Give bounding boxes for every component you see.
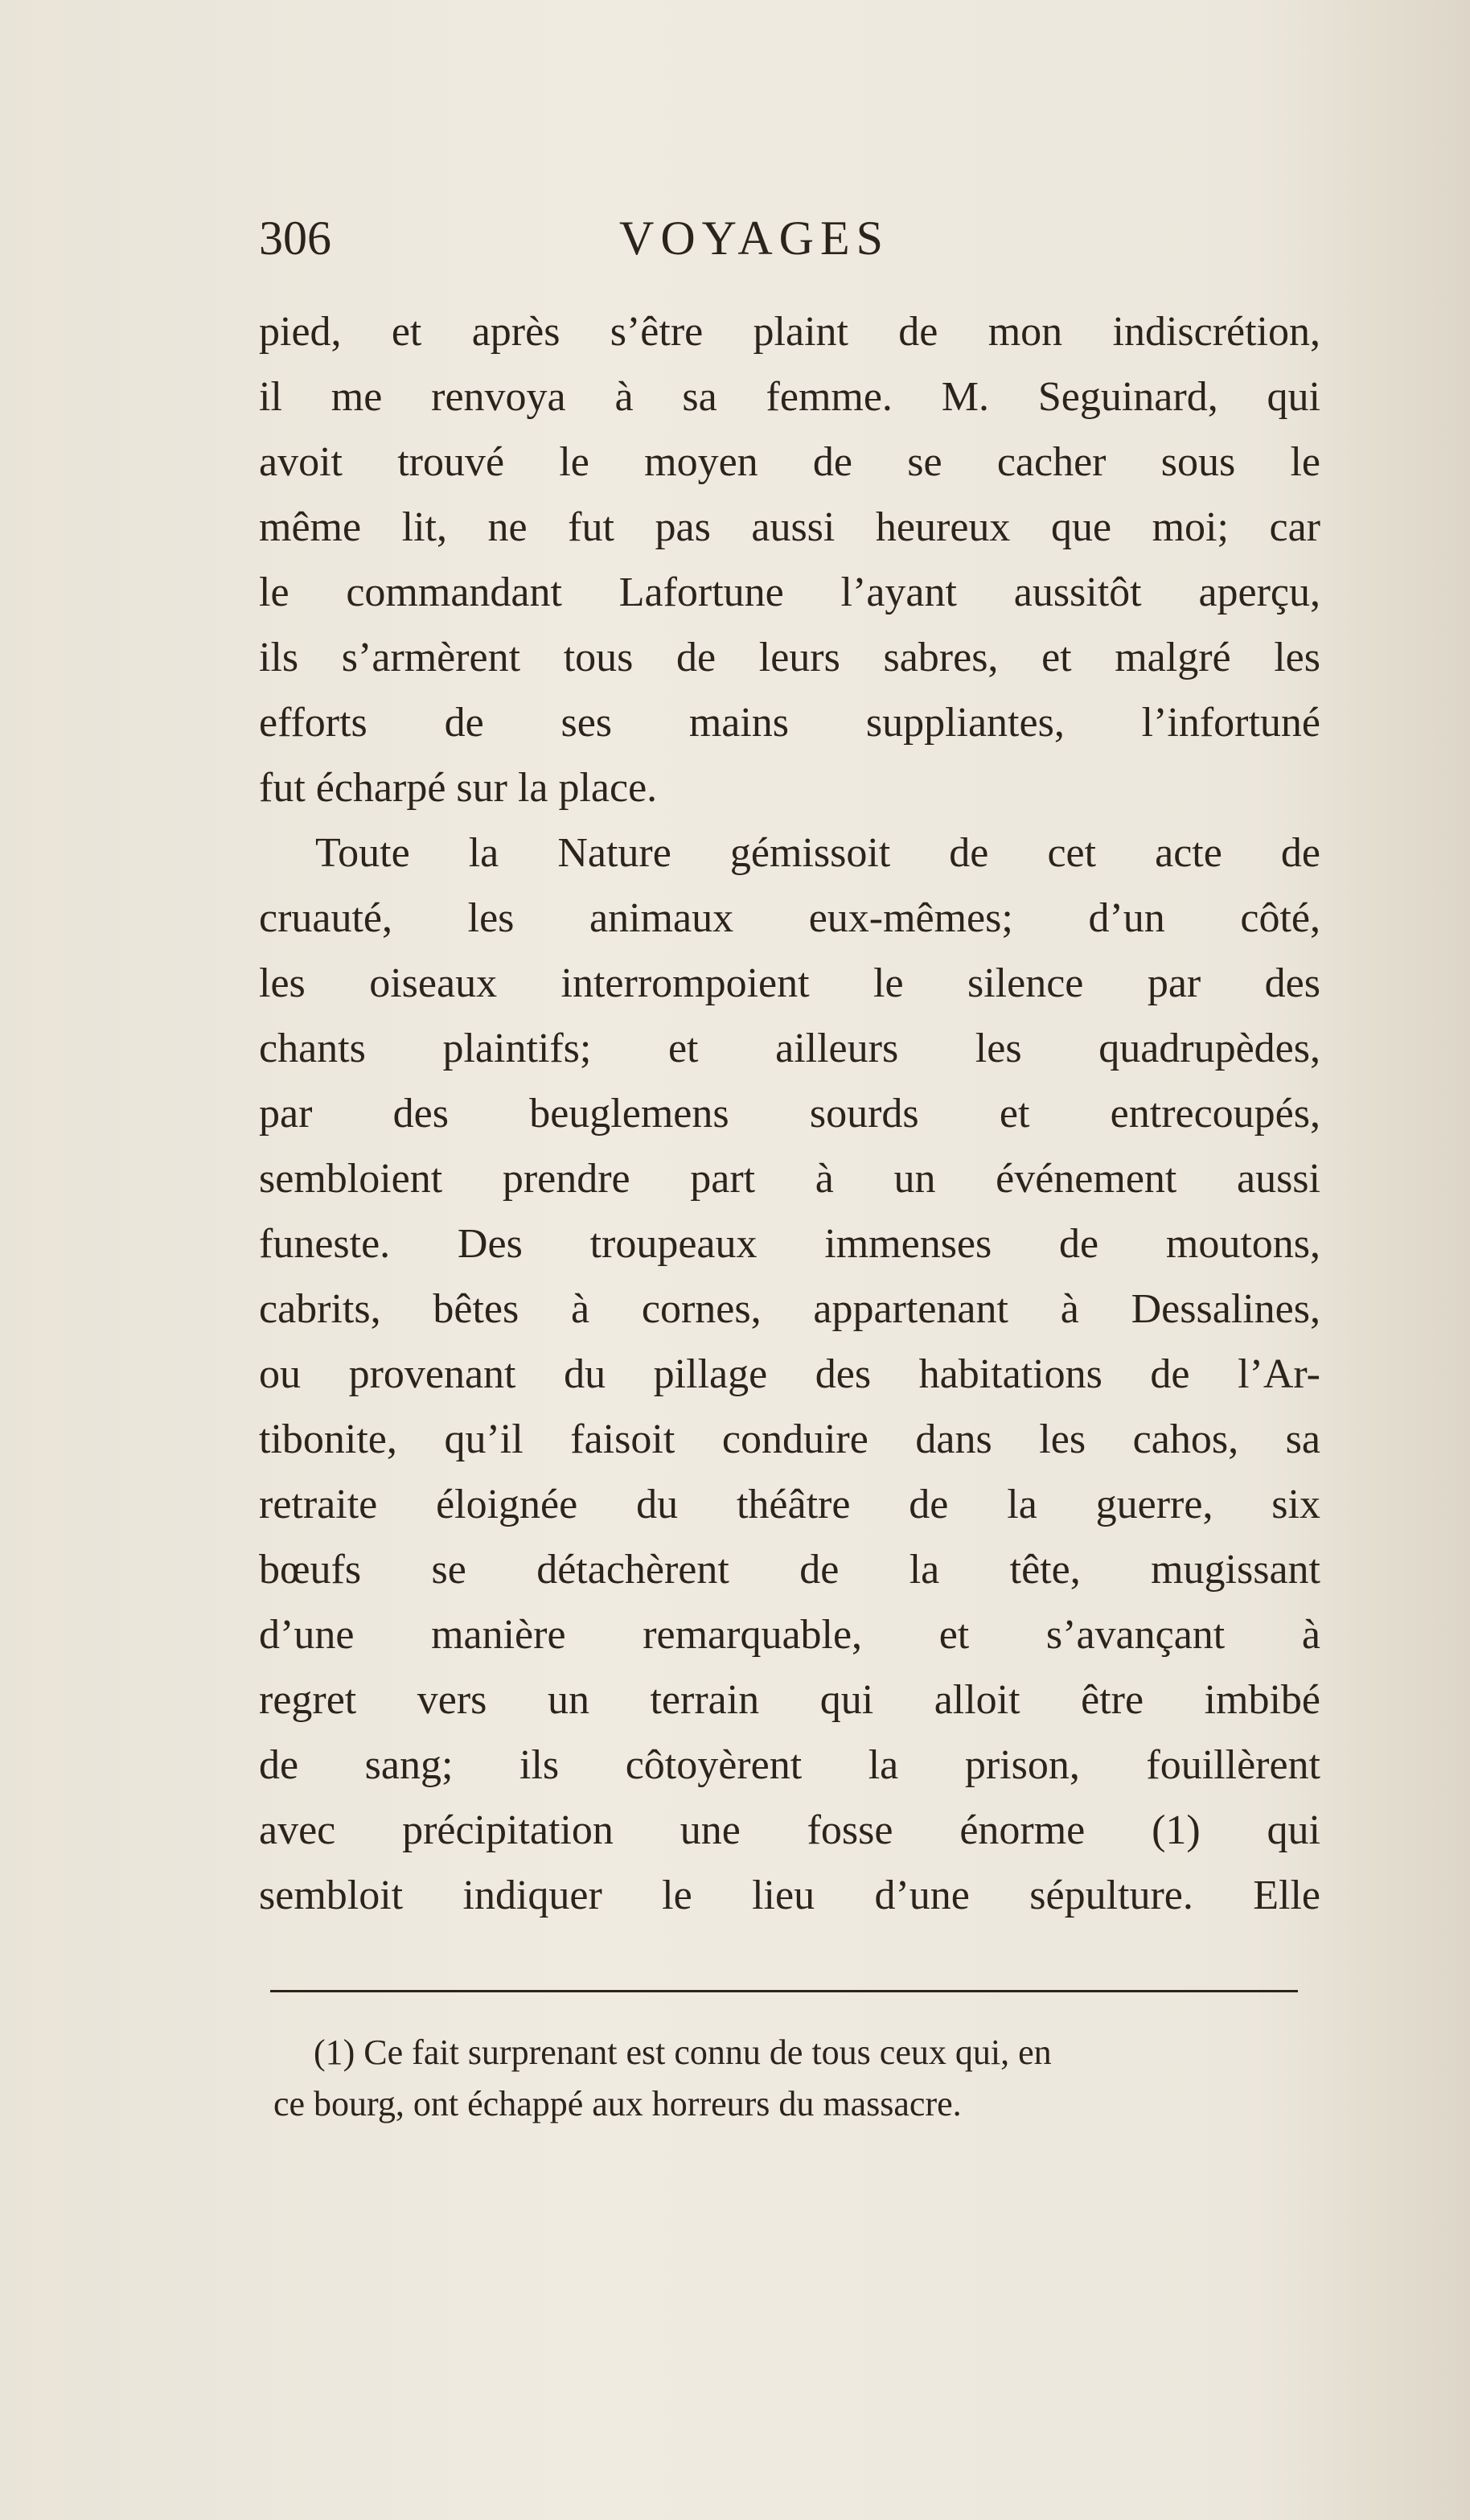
text-line: chants plaintifs; et ailleurs les quadrupèdes, xyxy=(259,1026,1320,1071)
footnote xyxy=(273,2027,1311,2130)
text-line: sembloient prendre part à un événement aussi xyxy=(259,1156,1320,1202)
text-line: il me renvoya à sa femme. M. Seguinard, qui xyxy=(259,374,1320,420)
text-line: ils s’armèrent tous de leurs sabres, et malgré les xyxy=(259,635,1320,680)
text-line: le commandant Lafortune l’ayant aussitôt aperçu, xyxy=(259,569,1320,615)
page-number: 306 xyxy=(259,212,331,265)
text-line: tibonite, qu’il faisoit conduire dans les cahos, sa xyxy=(259,1416,1320,1462)
paragraph-start-line: Toute la Nature gémissoit de cet acte de xyxy=(315,830,1320,876)
text-line: efforts de ses mains suppliantes, l’infortuné xyxy=(259,700,1320,746)
text-line: pied, et après s’être plaint de mon indiscrétion, xyxy=(259,309,1320,355)
text-line: d’une manière remarquable, et s’avançant à xyxy=(259,1612,1320,1658)
text-line: cabrits, bêtes à cornes, appartenant à Dessalines, xyxy=(259,1286,1320,1332)
text-line: funeste. Des troupeaux immenses de moutons, xyxy=(259,1221,1320,1267)
text-line: regret vers un terrain qui alloit être imbibé xyxy=(259,1677,1320,1723)
page-header xyxy=(259,211,1320,275)
text-line: les oiseaux interrompoient le silence par des xyxy=(259,960,1320,1006)
text-line: par des beuglemens sourds et entrecoupés, xyxy=(259,1091,1320,1137)
text-line: retraite éloignée du théâtre de la guerre, six xyxy=(259,1482,1320,1527)
text-line: bœufs se détachèrent de la tête, mugissant xyxy=(259,1547,1320,1593)
footnote-line: ce bourg, ont échappé aux horreurs du massacre. xyxy=(273,2084,962,2123)
text-line: ou provenant du pillage des habitations de l’Ar- xyxy=(259,1351,1320,1397)
running-title: VOYAGES xyxy=(619,212,890,265)
text-line: de sang; ils côtoyèrent la prison, fouillèrent xyxy=(259,1742,1320,1788)
body-text xyxy=(259,299,1320,1928)
footnote-line: (1) Ce fait surprenant est connu de tous ceux qui, en xyxy=(314,2033,1052,2072)
text-line: cruauté, les animaux eux-mêmes; d’un côté, xyxy=(259,895,1320,941)
text-line: fut écharpé sur la place. xyxy=(259,765,658,811)
text-line: même lit, ne fut pas aussi heureux que moi; car xyxy=(259,504,1320,550)
text-line: avec précipitation une fosse énorme (1) qui xyxy=(259,1807,1320,1853)
text-line: sembloit indiquer le lieu d’une sépulture. Elle xyxy=(259,1873,1320,1918)
text-line: avoit trouvé le moyen de se cacher sous le xyxy=(259,439,1320,485)
footnote-divider xyxy=(270,1990,1298,1992)
